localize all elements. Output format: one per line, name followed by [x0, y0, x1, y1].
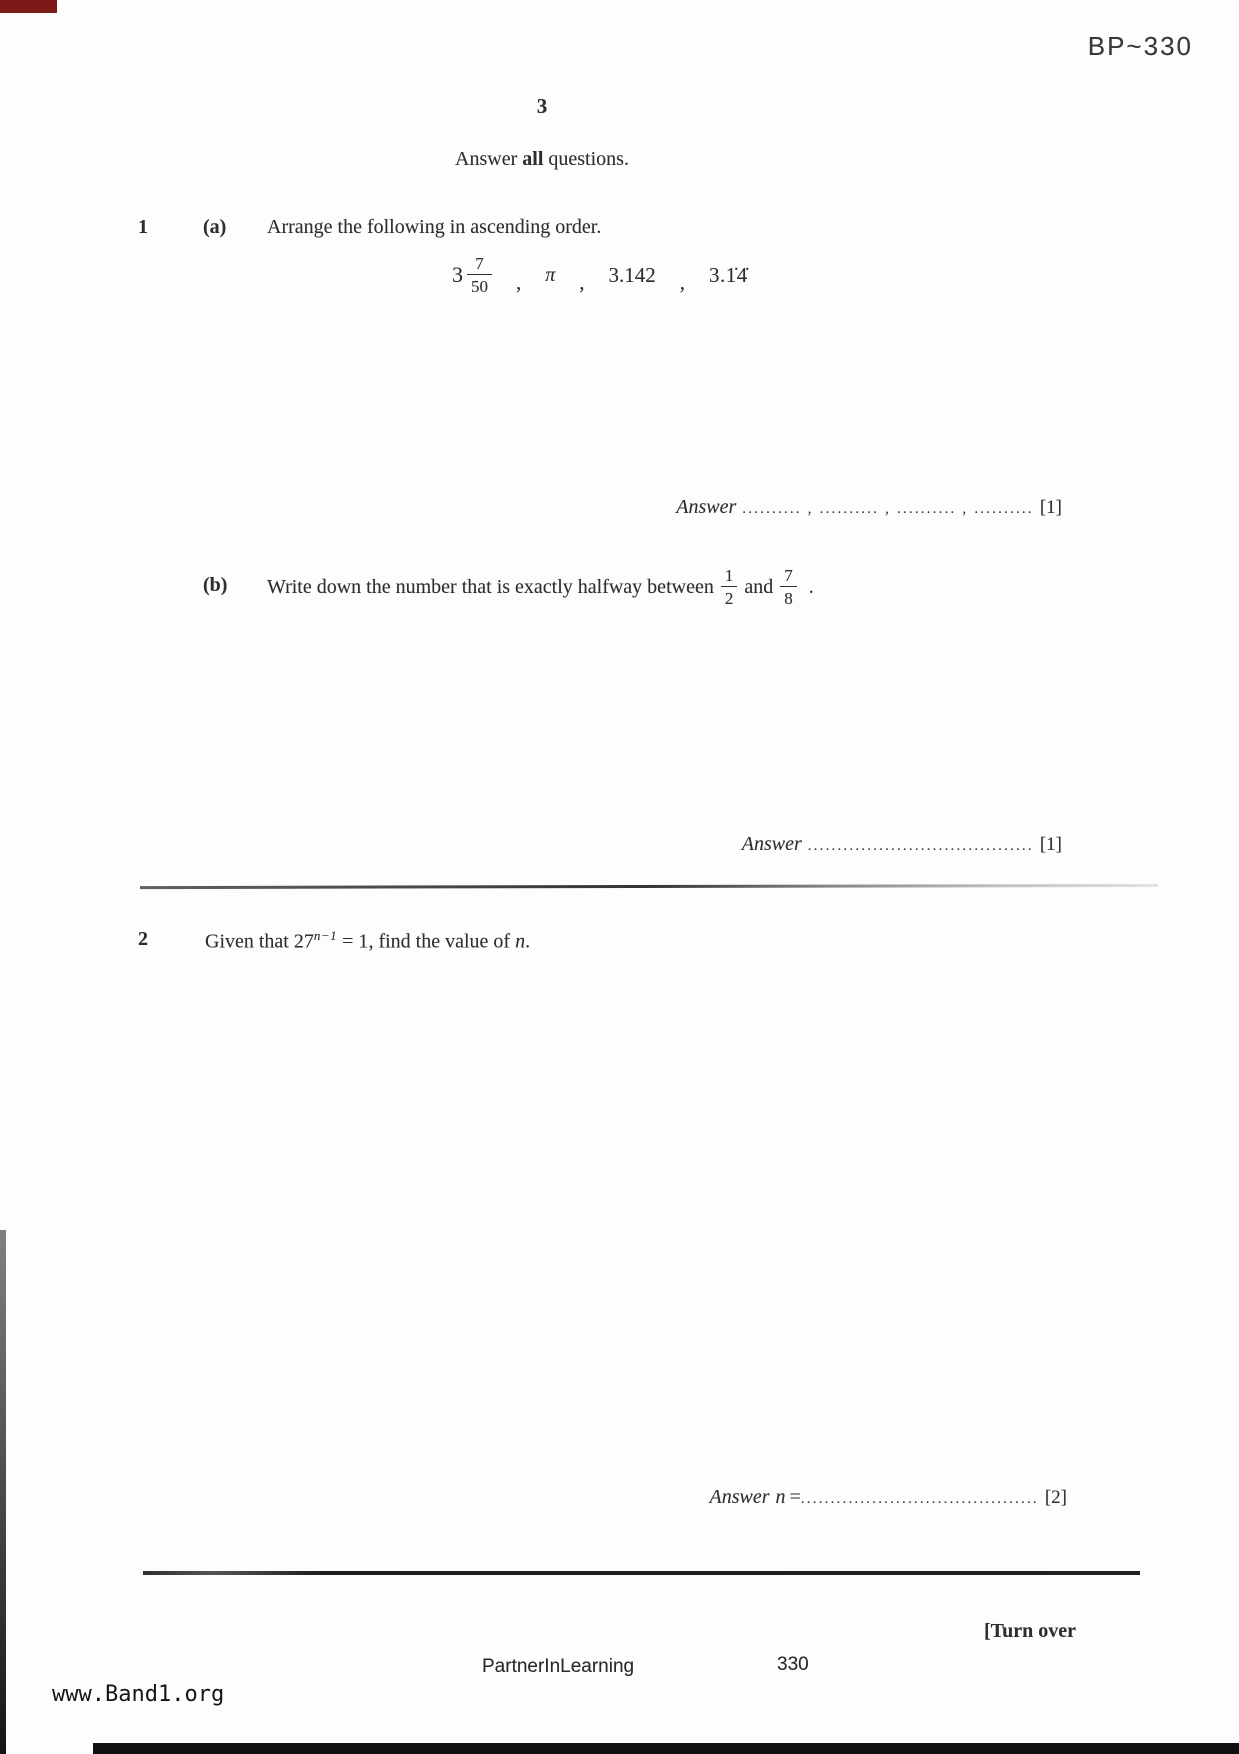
answer-variable: n: [775, 1486, 786, 1508]
answer-dotted-line: .......... , .......... , .......... , ..........: [742, 501, 1034, 517]
page-number: 3: [536, 94, 548, 118]
power-base: 27: [293, 930, 314, 953]
prompt-text-mid: , find the value of: [368, 930, 516, 953]
fraction-7-50: [467, 254, 492, 296]
question-2-prompt: [205, 928, 530, 954]
decimal-value: 3.142: [608, 262, 656, 287]
prompt-text-pre: Write down the number that is exactly halfway between: [267, 575, 714, 598]
recurring-decimal-value: 3.1̇4̇: [709, 262, 748, 287]
fraction-numerator: 7: [784, 565, 793, 585]
instruction-line: [0, 148, 1084, 171]
expression-comma: ,: [679, 269, 686, 294]
instruction-bold: all: [522, 148, 544, 170]
mixed-number: [452, 254, 492, 296]
answer-line-2: [710, 1486, 1067, 1509]
fraction-denominator: 2: [721, 586, 738, 608]
marks-badge: [2]: [1044, 1487, 1067, 1508]
footer-paper-code: 330: [777, 1654, 809, 1675]
fraction-numerator: 7: [475, 254, 484, 273]
paper-code-top-right: BP~330: [1087, 31, 1193, 61]
question-1b-label: (b): [203, 574, 228, 596]
marks-badge: [1]: [1039, 497, 1062, 518]
question-2-number: 2: [138, 928, 148, 950]
footer-divider: [143, 1571, 1140, 1575]
question-1a-label: (a): [203, 216, 227, 238]
question-1b-prompt: [267, 552, 814, 622]
answer-dotted-line: ......................................: [807, 838, 1034, 854]
fraction-numerator: 1: [724, 565, 734, 585]
question-1a-prompt: Arrange the following in ascending order.: [267, 216, 602, 238]
pi-symbol: π: [545, 263, 556, 286]
question-1-number: 1: [138, 216, 148, 238]
answer-line-1a: [676, 496, 1062, 519]
question-1a-expression: [452, 254, 748, 296]
scan-artifact-left-edge: [0, 1230, 6, 1754]
fraction-7-8: [780, 566, 797, 608]
answer-line-1b: [742, 833, 1062, 856]
fraction-denominator: 8: [780, 586, 797, 608]
scan-artifact-top-left: [0, 0, 57, 13]
expression-comma: ,: [516, 269, 522, 294]
expression-comma: ,: [579, 269, 585, 294]
mixed-number-whole: 3: [452, 262, 463, 288]
prompt-text-end: .: [525, 930, 531, 953]
prompt-text-end: .: [808, 575, 814, 598]
answer-equals: =: [785, 1486, 801, 1508]
variable-n: n: [515, 930, 526, 953]
answer-dotted-line: ........................................: [800, 1491, 1039, 1507]
answer-label: Answer: [709, 1486, 770, 1508]
turn-over-note: [Turn over: [983, 1620, 1076, 1642]
fraction-1-2: [721, 566, 738, 608]
equality-text: = 1: [337, 930, 369, 953]
instruction-pre: Answer: [455, 148, 523, 170]
marks-badge: [1]: [1039, 834, 1062, 855]
answer-label: Answer: [676, 496, 737, 518]
prompt-text-mid: and: [744, 575, 774, 598]
scan-artifact-bottom-bar: [93, 1743, 1239, 1754]
site-watermark: www.Band1.org: [52, 1682, 225, 1707]
answer-label: Answer: [741, 833, 802, 855]
instruction-post: questions.: [543, 148, 629, 170]
footer-partner-text: PartnerInLearning: [482, 1656, 635, 1677]
fraction-denominator: 50: [467, 274, 492, 296]
prompt-text-pre: Given that: [205, 930, 294, 953]
power-exponent: n−1: [313, 928, 338, 943]
section-divider: [140, 884, 1158, 889]
